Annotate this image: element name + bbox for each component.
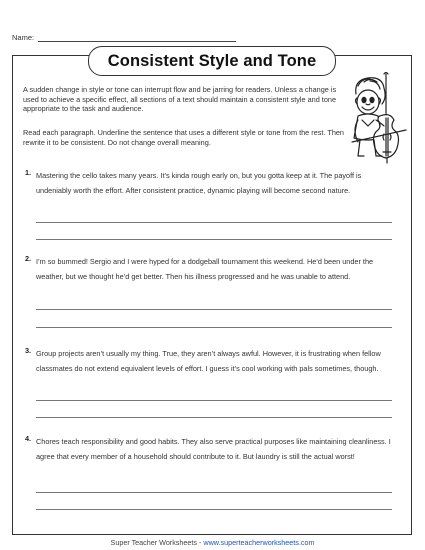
name-line[interactable]	[38, 34, 236, 42]
answer-line[interactable]	[36, 222, 392, 223]
footer-url-link[interactable]: www.superteacherworksheets.com	[203, 538, 315, 547]
cello-player-icon	[346, 72, 408, 164]
question-number: 4.	[25, 434, 32, 443]
intro-text: A sudden change in style or tone can interrupt flow and be jarring for readers. Unless a change is used to achieve a specific effect, all sections of a text should maintain a consistent style and tone appropriate to the task and audience.	[23, 85, 337, 114]
answer-line[interactable]	[36, 400, 392, 401]
answer-line[interactable]	[36, 417, 392, 418]
answer-line[interactable]	[36, 327, 392, 328]
name-label: Name:	[12, 33, 35, 42]
question-number: 1.	[25, 168, 32, 177]
question-number: 2.	[25, 254, 32, 263]
answer-line[interactable]	[36, 309, 392, 310]
question-number: 3.	[25, 346, 32, 355]
question-text: Mastering the cello takes many years. It’s kinda rough early on, but you gotta keep at it. The payoff is undeniably worth the effort. After consistent practice, dynamic playing will become second nature.	[36, 171, 362, 196]
question-text: Group projects aren’t usually my thing. True, they aren’t always awful. However, it is frustrating when fellow classmates do not extend equivalent levels of effort. I guess it’s cool working with pals sometimes, though.	[36, 349, 381, 374]
directions-text: Read each paragraph. Underline the sentence that uses a different style or tone from the rest. Then rewrite it to be consistent. Do not change overall meaning.	[23, 128, 344, 147]
page-title: Consistent Style and Tone	[107, 51, 317, 70]
question-text: I’m so bummed! Sergio and I were hyped for a dodgeball tournament this weekend. He’d been under the weather, but we thought he’d get better. Then his illness progressed and he was unable to attend.	[36, 257, 374, 282]
answer-line[interactable]	[36, 509, 392, 510]
answer-line[interactable]	[36, 239, 392, 240]
question-text: Chores teach responsibility and good habits. They also serve practical purposes like maintaining cleanliness. I agree that every member of a household should contribute to it. But laundry is still the actual worst!	[36, 437, 391, 462]
title-banner	[88, 46, 336, 76]
answer-line[interactable]	[36, 492, 392, 493]
footer-separator: -	[196, 538, 204, 547]
name-field[interactable]	[12, 33, 236, 42]
footer-brand: Super Teacher Worksheets	[110, 538, 197, 547]
footer	[0, 538, 425, 547]
